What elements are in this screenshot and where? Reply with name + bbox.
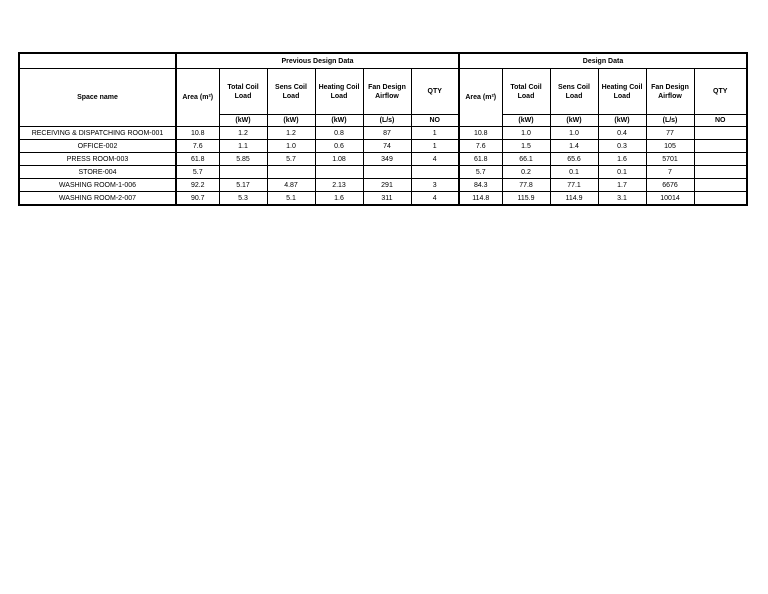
design-sens-coil-cell: 1.0 [550,127,598,140]
prev-heating-coil-header: Heating Coil Load [315,69,363,115]
table-row [19,192,747,206]
design-area-cell: 114.8 [459,192,502,206]
design-area-cell: 61.8 [459,153,502,166]
prev-heating-coil-cell: 0.8 [315,127,363,140]
design-heating-coil-cell: 0.4 [598,127,646,140]
prev-sens-coil-cell: 5.7 [267,153,315,166]
design-fan-design-cell: 7 [646,166,694,179]
prev-heating-coil-cell [315,166,363,179]
design-heating-coil-cell: 0.1 [598,166,646,179]
design-sens-coil-unit: (kW) [550,115,598,127]
blank-corner-cell [19,53,176,69]
prev-fan-design-unit: (L/s) [363,115,411,127]
design-heating-coil-cell: 3.1 [598,192,646,206]
space-name-cell: RECEIVING & DISPATCHING ROOM-001 [19,127,176,140]
prev-area-cell: 61.8 [176,153,219,166]
prev-sens-coil-cell [267,166,315,179]
design-heating-coil-header: Heating Coil Load [598,69,646,115]
design-area-cell: 7.6 [459,140,502,153]
prev-heating-coil-cell: 0.6 [315,140,363,153]
design-total-coil-cell: 115.9 [502,192,550,206]
space-name-header: Space name [19,69,176,127]
space-name-cell: WASHING ROOM-2-007 [19,192,176,206]
design-fan-design-unit: (L/s) [646,115,694,127]
table-row [19,179,747,192]
design-sens-coil-cell: 1.4 [550,140,598,153]
prev-area-header: Area (m²) [176,69,219,127]
table-row [19,127,747,140]
design-qty-cell [694,140,747,153]
prev-sens-coil-header: Sens Coil Load [267,69,315,115]
design-heating-coil-unit: (kW) [598,115,646,127]
design-sens-coil-cell: 77.1 [550,179,598,192]
design-total-coil-cell: 66.1 [502,153,550,166]
design-qty-cell [694,153,747,166]
prev-fan-design-cell [363,166,411,179]
design-data-heading: Design Data [459,53,747,69]
prev-total-coil-cell: 5.85 [219,153,267,166]
design-fan-design-header: Fan Design Airflow [646,69,694,115]
prev-sens-coil-cell: 5.1 [267,192,315,206]
prev-sens-coil-unit: (kW) [267,115,315,127]
space-name-cell: PRESS ROOM-003 [19,153,176,166]
prev-fan-design-cell: 311 [363,192,411,206]
design-qty-cell [694,127,747,140]
prev-sens-coil-cell: 4.87 [267,179,315,192]
prev-area-cell: 10.8 [176,127,219,140]
design-area-cell: 10.8 [459,127,502,140]
design-fan-design-cell: 105 [646,140,694,153]
prev-total-coil-unit: (kW) [219,115,267,127]
prev-area-cell: 92.2 [176,179,219,192]
design-fan-design-cell: 5701 [646,153,694,166]
prev-qty-cell: 4 [411,153,459,166]
prev-qty-cell: 3 [411,179,459,192]
design-area-cell: 5.7 [459,166,502,179]
prev-sens-coil-cell: 1.2 [267,127,315,140]
design-qty-cell [694,192,747,206]
prev-total-coil-cell: 1.1 [219,140,267,153]
design-heating-coil-cell: 1.7 [598,179,646,192]
design-total-coil-cell: 1.0 [502,127,550,140]
prev-qty-cell: 1 [411,140,459,153]
design-qty-cell [694,166,747,179]
prev-total-coil-cell [219,166,267,179]
prev-total-coil-cell: 5.3 [219,192,267,206]
design-qty-cell [694,179,747,192]
design-total-coil-unit: (kW) [502,115,550,127]
prev-qty-cell [411,166,459,179]
prev-qty-header: QTY [411,69,459,115]
space-name-cell: STORE-004 [19,166,176,179]
prev-fan-design-cell: 87 [363,127,411,140]
previous-design-data-heading: Previous Design Data [176,53,459,69]
design-data-table [18,52,748,206]
design-area-header: Area (m²) [459,69,502,127]
space-name-cell: OFFICE-002 [19,140,176,153]
space-name-cell: WASHING ROOM-1-006 [19,179,176,192]
prev-fan-design-cell: 349 [363,153,411,166]
prev-heating-coil-cell: 1.6 [315,192,363,206]
group-header-row [19,53,747,69]
design-qty-header: QTY [694,69,747,115]
design-sens-coil-cell: 0.1 [550,166,598,179]
prev-qty-cell: 4 [411,192,459,206]
prev-heating-coil-cell: 1.08 [315,153,363,166]
design-total-coil-cell: 0.2 [502,166,550,179]
table-row [19,140,747,153]
prev-area-cell: 90.7 [176,192,219,206]
prev-total-coil-cell: 5.17 [219,179,267,192]
prev-area-cell: 7.6 [176,140,219,153]
design-sens-coil-cell: 114.9 [550,192,598,206]
design-qty-unit: NO [694,115,747,127]
design-fan-design-cell: 10014 [646,192,694,206]
design-area-cell: 84.3 [459,179,502,192]
design-total-coil-header: Total Coil Load [502,69,550,115]
table-row [19,166,747,179]
prev-fan-design-cell: 291 [363,179,411,192]
design-fan-design-cell: 77 [646,127,694,140]
design-heating-coil-cell: 0.3 [598,140,646,153]
design-sens-coil-cell: 65.6 [550,153,598,166]
prev-qty-unit: NO [411,115,459,127]
prev-sens-coil-cell: 1.0 [267,140,315,153]
prev-heating-coil-cell: 2.13 [315,179,363,192]
prev-total-coil-cell: 1.2 [219,127,267,140]
design-sens-coil-header: Sens Coil Load [550,69,598,115]
prev-area-cell: 5.7 [176,166,219,179]
table-row [19,153,747,166]
design-total-coil-cell: 1.5 [502,140,550,153]
column-header-row [19,69,747,115]
prev-heating-coil-unit: (kW) [315,115,363,127]
prev-fan-design-header: Fan Design Airflow [363,69,411,115]
prev-qty-cell: 1 [411,127,459,140]
prev-fan-design-cell: 74 [363,140,411,153]
design-heating-coil-cell: 1.6 [598,153,646,166]
design-total-coil-cell: 77.8 [502,179,550,192]
design-fan-design-cell: 6676 [646,179,694,192]
prev-total-coil-header: Total Coil Load [219,69,267,115]
